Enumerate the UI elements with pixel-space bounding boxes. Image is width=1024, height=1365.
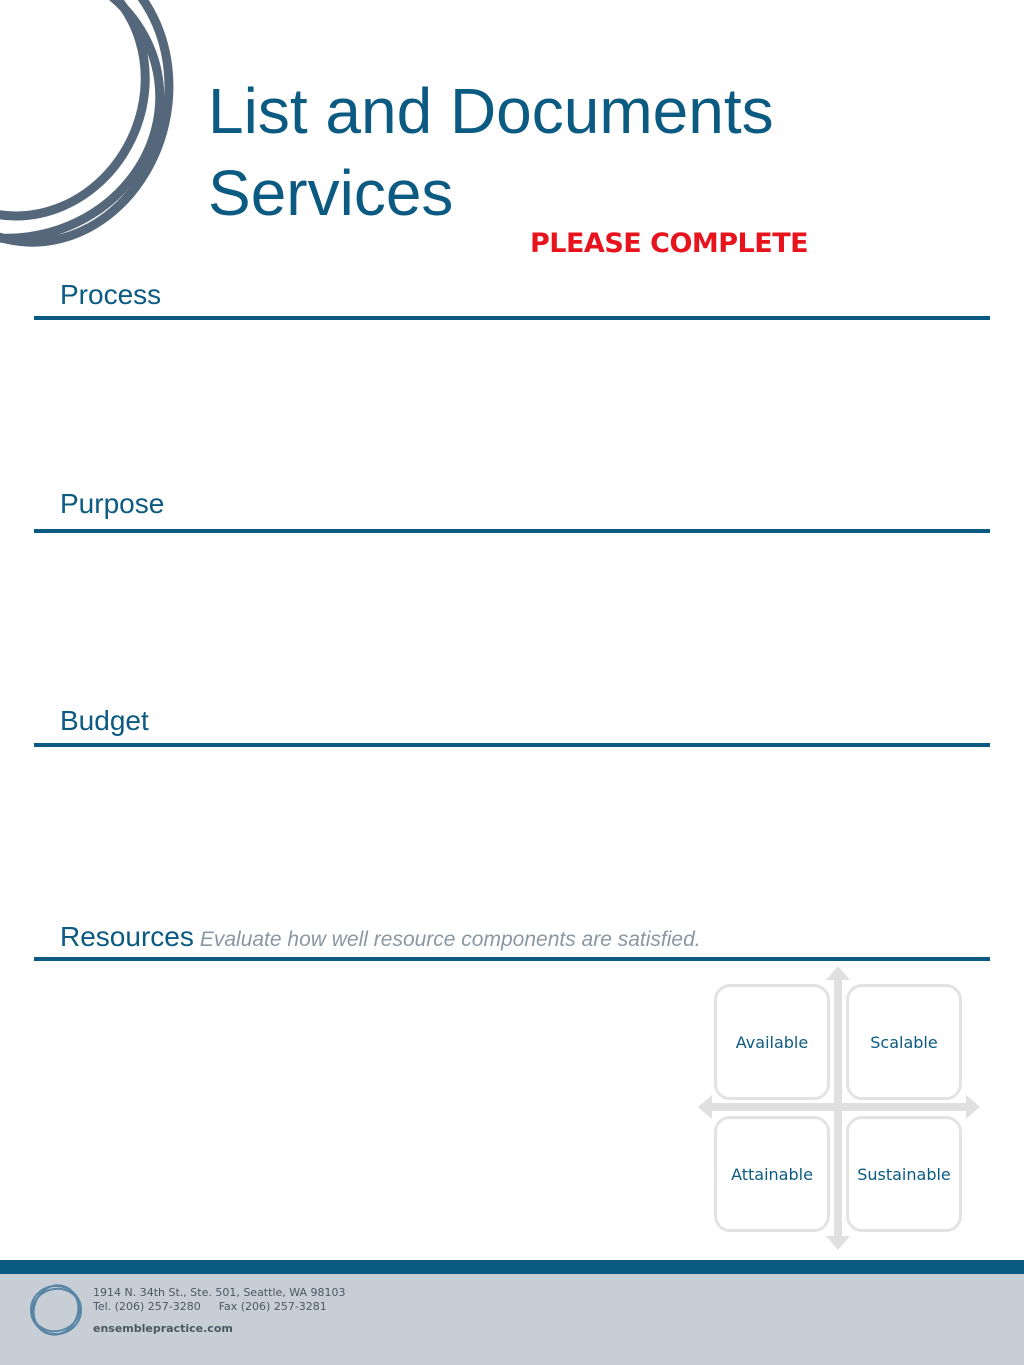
section-heading-budget: Budget — [60, 705, 149, 736]
footer-fax: Fax (206) 257-3281 — [218, 1300, 327, 1313]
purpose-divider — [34, 529, 990, 533]
matrix-cell-scalable: Scalable — [846, 984, 962, 1100]
section-heading-purpose: Purpose — [60, 488, 165, 519]
matrix-cell-available: Available — [714, 984, 830, 1100]
rings-logo-graphic — [0, 0, 200, 260]
budget-divider — [34, 743, 990, 747]
section-heading-resources — [60, 921, 701, 953]
footer-accent-band — [0, 1260, 1024, 1274]
resources-divider — [34, 957, 990, 961]
footer-rings-logo — [28, 1282, 84, 1338]
title-line-2: Services — [208, 157, 454, 229]
title-line-1: List and Documents — [208, 75, 774, 147]
resource-matrix — [694, 964, 984, 1254]
footer-tel: Tel. (206) 257-3280 — [93, 1300, 201, 1313]
footer — [0, 1274, 1024, 1365]
process-divider — [34, 316, 990, 320]
please-complete-notice: PLEASE COMPLETE — [530, 228, 809, 259]
footer-contact-info — [93, 1286, 346, 1336]
matrix-cell-sustainable: Sustainable — [846, 1116, 962, 1232]
resources-label: Resources — [60, 921, 194, 952]
resources-hint: Evaluate how well resource components are satisfied. — [199, 928, 701, 951]
page-title — [208, 70, 774, 234]
section-heading-process: Process — [60, 279, 162, 310]
footer-website-link[interactable]: ensemblepractice.com — [93, 1322, 233, 1335]
matrix-cell-attainable: Attainable — [714, 1116, 830, 1232]
footer-address: 1914 N. 34th St., Ste. 501, Seattle, WA 98103 — [93, 1286, 346, 1299]
